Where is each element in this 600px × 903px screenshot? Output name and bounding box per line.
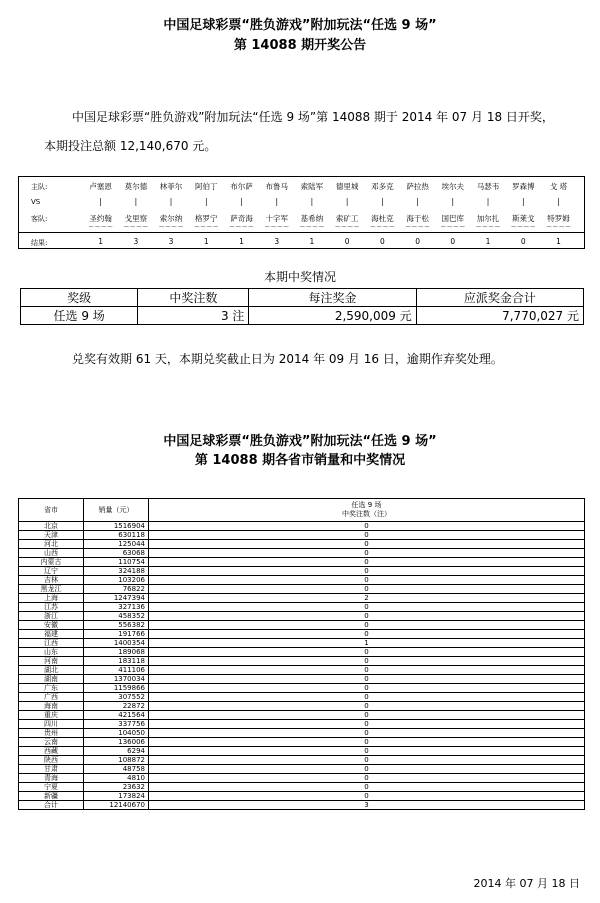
province-row (19, 549, 585, 558)
province-sales: 108872 (84, 756, 149, 765)
match-table (18, 176, 585, 249)
province-name: 黑龙江 (19, 585, 84, 594)
province-sales: 183118 (84, 657, 149, 666)
prize-header-total: 应派奖金合计 (416, 289, 583, 307)
vs-mark: | (310, 197, 314, 206)
match-result: 1 (485, 237, 491, 246)
home-team: 马瑟韦 (476, 182, 500, 191)
province-row (19, 684, 585, 693)
province-sales: 189068 (84, 648, 149, 657)
province-name: 浙江 (19, 612, 84, 621)
prize-row (21, 307, 584, 325)
dash-row (83, 222, 576, 231)
away-team: 加尔扎 (476, 214, 500, 223)
province-name: 天津 (19, 531, 84, 540)
home-team: 阿伯丁 (195, 182, 218, 191)
province-row (19, 567, 585, 576)
province-row (19, 801, 585, 810)
winners-col-header (149, 499, 585, 522)
home-team: 萨拉热 (406, 182, 429, 191)
province-winners: 0 (149, 567, 585, 576)
province-sales: 6294 (84, 747, 149, 756)
province-sales: 421564 (84, 711, 149, 720)
province-row (19, 621, 585, 630)
province-winners: 0 (149, 738, 585, 747)
away-team: 萨奇海 (230, 214, 253, 223)
home-team: 罗森博 (511, 182, 535, 191)
away-team: 索尔纳 (159, 214, 183, 223)
province-row (19, 594, 585, 603)
match-result: 1 (309, 237, 315, 246)
province-sales: 458352 (84, 612, 149, 621)
vs-mark: | (205, 197, 208, 206)
province-row (19, 603, 585, 612)
province-winners: 0 (149, 693, 585, 702)
province-sales: 1159866 (84, 684, 149, 693)
announcement-line-1: 中国足球彩票“胜负游戏”附加玩法“任选 9 场”第 14088 期于 2014 年 07 月 18 日开奖， (72, 110, 554, 124)
province-name: 北京 (19, 522, 84, 531)
home-team: 索陆军 (300, 182, 324, 191)
away-team: 基希纳 (300, 214, 324, 223)
province-name: 青海 (19, 774, 84, 783)
sales-issue-title: 第 14088 期各省市销量和中奖情况 (194, 453, 406, 468)
province-name: 重庆 (19, 711, 84, 720)
province-sales: 337756 (84, 720, 149, 729)
province-row (19, 729, 585, 738)
vs-mark: | (169, 197, 173, 206)
province-name: 福建 (19, 630, 84, 639)
province-winners: 0 (149, 747, 585, 756)
dash-mark: ~~~~ (369, 222, 395, 231)
results-row (83, 237, 576, 246)
home-team: 布尔萨 (230, 182, 253, 191)
province-row (19, 774, 585, 783)
province-row (19, 702, 585, 711)
province-sales: 556382 (84, 621, 149, 630)
prize-header-level: 奖级 (21, 289, 138, 307)
province-row (19, 765, 585, 774)
province-sales: 173824 (84, 792, 149, 801)
winners-col-header-line1: 任选 9 场 (351, 501, 382, 509)
province-row (19, 522, 585, 531)
province-sales: 4810 (84, 774, 149, 783)
province-row (19, 738, 585, 747)
away-team: 圣约翰 (89, 214, 112, 223)
province-winners: 0 (149, 792, 585, 801)
dash-mark: ~~~~ (405, 222, 431, 231)
dash-mark: ~~~~ (123, 222, 149, 231)
match-result: 0 (379, 237, 385, 246)
province-name: 江苏 (19, 603, 84, 612)
province-sales: 104050 (84, 729, 149, 738)
vs-mark: | (521, 197, 525, 206)
province-row (19, 531, 585, 540)
province-sales: 103206 (84, 576, 149, 585)
match-result: 1 (203, 237, 209, 246)
away-team: 海杜克 (371, 214, 394, 223)
province-winners: 0 (149, 756, 585, 765)
province-row (19, 558, 585, 567)
match-result: 1 (239, 237, 244, 246)
province-name: 山东 (19, 648, 84, 657)
province-name: 河南 (19, 657, 84, 666)
province-name: 湖南 (19, 675, 84, 684)
validity-notice: 兑奖有效期 61 天，本期兑奖截止日为 2014 年 09 月 16 日，逾期作弃奖处理。 (72, 352, 503, 366)
winners-col-header-line2: 中奖注数（注） (342, 510, 391, 518)
footer-date: 2014 年 07 月 18 日 (473, 877, 580, 890)
province-winners: 3 (149, 801, 585, 810)
province-row (19, 711, 585, 720)
sales-title: 中国足球彩票“胜负游戏”附加玩法“任选 9 场” (163, 434, 437, 449)
vs-mark: | (557, 197, 560, 206)
dash-mark: ~~~~ (545, 222, 572, 231)
vs-mark: | (134, 197, 138, 206)
dash-mark: ~~~~ (510, 222, 536, 231)
announcement-issue-title: 第 14088 期开奖公告 (233, 38, 367, 53)
province-winners: 0 (149, 711, 585, 720)
prize-header-count: 中奖注数 (138, 289, 249, 307)
province-winners: 0 (149, 621, 585, 630)
home-team: 莫尔德 (124, 182, 148, 191)
province-winners: 0 (149, 612, 585, 621)
dash-mark: ~~~~ (88, 222, 114, 231)
province-row (19, 576, 585, 585)
province-winners: 0 (149, 783, 585, 792)
province-row (19, 693, 585, 702)
prize-header-row (21, 289, 584, 307)
match-result: 1 (556, 237, 561, 246)
province-name: 甘肃 (19, 765, 84, 774)
province-name: 广西 (19, 693, 84, 702)
province-row (19, 675, 585, 684)
province-winners: 0 (149, 774, 585, 783)
home-team: 卢塞恩 (89, 182, 112, 191)
province-row (19, 648, 585, 657)
away-team: 海于松 (406, 214, 429, 223)
home-team: 德里城 (335, 182, 359, 191)
home-label: 主队: (31, 183, 48, 191)
prize-level: 任选 9 场 (21, 307, 138, 325)
province-sales: 1516904 (84, 522, 149, 531)
dash-mark: ~~~~ (299, 222, 325, 231)
province-name: 内蒙古 (19, 558, 84, 567)
vs-mark: | (99, 197, 102, 206)
away-label: 客队: (31, 215, 48, 223)
province-winners: 0 (149, 666, 585, 675)
vs-mark: | (381, 197, 384, 206)
announcement-line-2: 本期投注总额 12,140,670 元。 (44, 139, 217, 153)
province-sales: 191766 (84, 630, 149, 639)
province-row (19, 612, 585, 621)
province-winners: 0 (149, 585, 585, 594)
home-team: 埃尔夫 (441, 182, 465, 191)
vs-label: VS (31, 198, 41, 206)
away-team: 戈里察 (124, 214, 148, 223)
province-winners: 0 (149, 540, 585, 549)
vs-mark: | (275, 197, 278, 206)
province-sales: 307552 (84, 693, 149, 702)
home-team: 戈 塔 (549, 182, 568, 191)
province-winners: 0 (149, 675, 585, 684)
match-result: 0 (415, 237, 420, 246)
province-name: 陕西 (19, 756, 84, 765)
vs-marks-row (83, 197, 576, 206)
province-row (19, 639, 585, 648)
province-name: 宁夏 (19, 783, 84, 792)
province-winners: 0 (149, 765, 585, 774)
province-name: 贵州 (19, 729, 84, 738)
province-winners: 2 (149, 594, 585, 603)
province-name: 海南 (19, 702, 84, 711)
province-name: 广东 (19, 684, 84, 693)
result-divider (19, 232, 584, 233)
province-sales: 1247394 (84, 594, 149, 603)
province-row (19, 792, 585, 801)
dash-mark: ~~~~ (193, 222, 219, 231)
province-name: 河北 (19, 540, 84, 549)
province-header-row (19, 499, 585, 522)
province-sales: 63068 (84, 549, 149, 558)
province-sales-table (18, 498, 585, 810)
away-team: 特罗姆 (547, 214, 570, 223)
announcement-title: 中国足球彩票“胜负游戏”附加玩法“任选 9 场” (163, 18, 437, 33)
province-sales: 1400354 (84, 639, 149, 648)
province-name: 湖北 (19, 666, 84, 675)
match-result: 3 (168, 237, 174, 246)
province-sales: 136006 (84, 738, 149, 747)
prize-table (20, 288, 584, 325)
away-team: 格罗宁 (195, 214, 218, 223)
vs-mark: | (451, 197, 455, 206)
province-sales: 12140670 (84, 801, 149, 810)
province-sales: 411106 (84, 666, 149, 675)
home-team: 布鲁马 (265, 182, 288, 191)
province-sales: 324188 (84, 567, 149, 576)
province-sales: 327136 (84, 603, 149, 612)
dash-mark: ~~~~ (264, 222, 290, 231)
province-winners: 0 (149, 558, 585, 567)
prize-total: 7,770,027 元 (416, 307, 583, 325)
sales-col-header: 销量（元） (84, 499, 149, 522)
province-winners: 0 (149, 522, 585, 531)
province-winners: 0 (149, 684, 585, 693)
province-winners: 0 (149, 576, 585, 585)
away-team: 索矿工 (335, 214, 359, 223)
away-team: 国巴库 (441, 214, 465, 223)
vs-mark: | (345, 197, 349, 206)
province-winners: 0 (149, 648, 585, 657)
result-label: 结果: (31, 239, 48, 247)
province-name: 上海 (19, 594, 84, 603)
dash-mark: ~~~~ (475, 222, 501, 231)
province-sales: 1370034 (84, 675, 149, 684)
province-sales: 22872 (84, 702, 149, 711)
prize-header-per-bet: 每注奖金 (249, 289, 416, 307)
province-name: 合计 (19, 801, 84, 810)
province-row (19, 585, 585, 594)
dash-mark: ~~~~ (334, 222, 360, 231)
province-winners: 0 (149, 657, 585, 666)
province-winners: 0 (149, 603, 585, 612)
dash-mark: ~~~~ (440, 222, 466, 231)
province-name: 辽宁 (19, 567, 84, 576)
province-name: 吉林 (19, 576, 84, 585)
match-result: 0 (520, 237, 526, 246)
province-sales: 125044 (84, 540, 149, 549)
away-team: 斯莱戈 (511, 214, 535, 223)
province-winners: 0 (149, 702, 585, 711)
province-winners: 1 (149, 639, 585, 648)
province-name: 山西 (19, 549, 84, 558)
province-row (19, 720, 585, 729)
province-sales: 630118 (84, 531, 149, 540)
province-winners: 0 (149, 531, 585, 540)
province-name: 江西 (19, 639, 84, 648)
province-row (19, 666, 585, 675)
province-name: 云南 (19, 738, 84, 747)
match-result: 0 (450, 237, 456, 246)
dash-mark: ~~~~ (228, 222, 255, 231)
province-winners: 0 (149, 630, 585, 639)
prize-per-bet: 2,590,009 元 (249, 307, 416, 325)
province-row (19, 657, 585, 666)
province-sales: 48758 (84, 765, 149, 774)
province-winners: 0 (149, 549, 585, 558)
match-result: 3 (274, 237, 280, 246)
prize-section-title: 本期中奖情况 (263, 270, 336, 284)
province-col-header: 省市 (19, 499, 84, 522)
province-row (19, 540, 585, 549)
home-team: 邓多克 (371, 182, 394, 191)
province-name: 新疆 (19, 792, 84, 801)
vs-mark: | (416, 197, 419, 206)
match-result: 1 (98, 237, 103, 246)
vs-mark: | (240, 197, 243, 206)
dash-mark: ~~~~ (158, 222, 184, 231)
province-row (19, 783, 585, 792)
away-team: 十字军 (265, 214, 288, 223)
match-result: 0 (344, 237, 350, 246)
home-team: 林菲尔 (159, 182, 183, 191)
province-row (19, 756, 585, 765)
home-teams-row (83, 181, 576, 192)
vs-mark: | (486, 197, 490, 206)
match-result: 3 (133, 237, 139, 246)
prize-count: 3 注 (138, 307, 249, 325)
province-sales: 76822 (84, 585, 149, 594)
province-name: 安徽 (19, 621, 84, 630)
province-row (19, 747, 585, 756)
province-row (19, 630, 585, 639)
province-name: 四川 (19, 720, 84, 729)
province-winners: 0 (149, 720, 585, 729)
province-name: 西藏 (19, 747, 84, 756)
province-sales: 110754 (84, 558, 149, 567)
province-sales: 23632 (84, 783, 149, 792)
province-winners: 0 (149, 729, 585, 738)
